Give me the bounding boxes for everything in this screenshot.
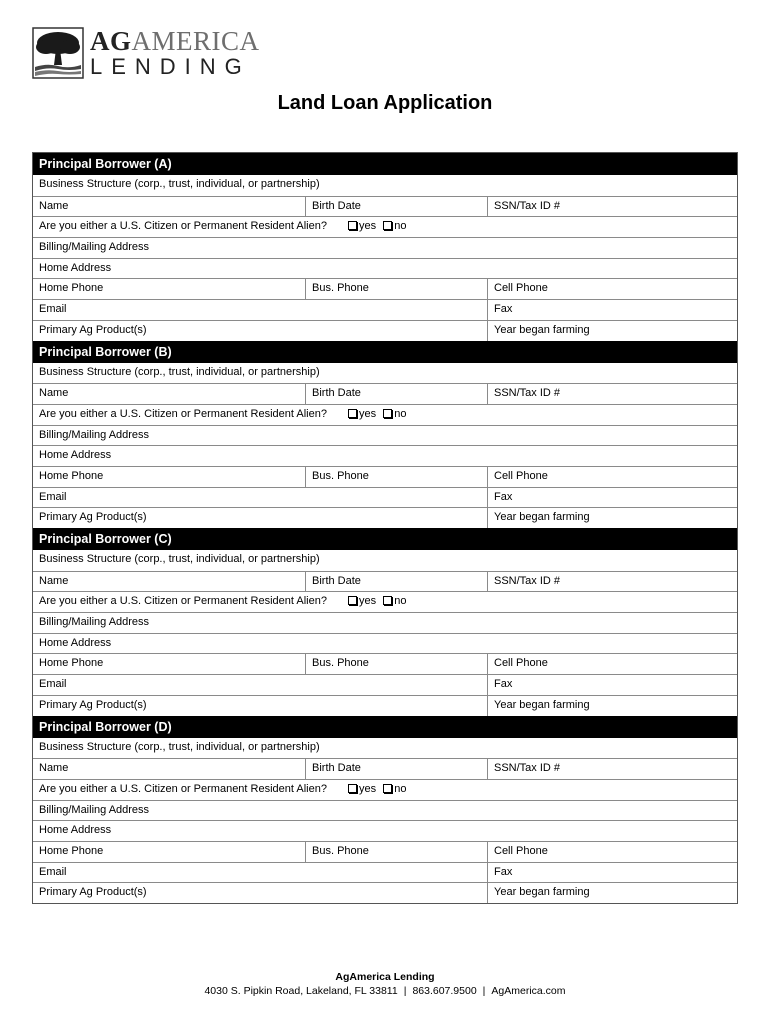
ssn-field[interactable]: SSN/Tax ID # [487,384,737,404]
citizen-options [348,595,410,607]
home-address-field[interactable]: Home Address [39,261,112,274]
name-field[interactable]: Name [39,762,69,775]
citizen-question-label: Are you either a U.S. Citizen or Permanent Resident Alien? [39,595,327,608]
form-row [33,507,737,528]
form-row [33,779,737,800]
form-row [33,445,737,466]
year-farming-field[interactable]: Year began farming [487,883,737,903]
yes-label: yes [359,220,377,233]
checkbox-icon[interactable] [383,409,392,418]
fax-field[interactable]: Fax [487,863,737,883]
borrower-section [33,341,737,529]
home-phone-field[interactable]: Home Phone [39,844,104,857]
form-row [33,320,737,341]
citizen-question [33,405,737,425]
business-structure-field[interactable]: Business Structure (corp., trust, individual, or partnership) [39,178,320,190]
logo-text-america: AMERICA [131,26,260,56]
yes-label: yes [359,782,377,795]
form-row [33,216,737,237]
form-row [33,612,737,633]
email-field[interactable]: Email [39,303,67,316]
form-row [33,695,737,716]
checkbox-icon[interactable] [348,784,357,793]
checkbox-icon[interactable] [383,784,392,793]
no-option[interactable] [383,408,406,420]
birth-date-field[interactable]: Birth Date [305,759,487,779]
form-row [33,571,737,592]
home-address-field[interactable]: Home Address [39,824,112,837]
bus-phone-field[interactable]: Bus. Phone [305,279,487,299]
fax-field[interactable]: Fax [487,675,737,695]
yes-label: yes [359,407,377,420]
form-row [33,196,737,217]
citizen-question [33,592,737,612]
footer-phone[interactable]: 863.607.9500 [412,985,477,997]
ssn-field[interactable]: SSN/Tax ID # [487,197,737,217]
billing-address-field[interactable]: Billing/Mailing Address [39,428,150,441]
cell-phone-field[interactable]: Cell Phone [487,842,737,862]
year-farming-field[interactable]: Year began farming [487,508,737,528]
yes-label: yes [359,595,377,608]
email-field[interactable]: Email [39,865,67,878]
ag-products-field[interactable]: Primary Ag Product(s) [39,511,147,524]
form-row [33,738,737,759]
footer-company: AgAmerica Lending [335,971,435,983]
birth-date-field[interactable]: Birth Date [305,384,487,404]
footer-address: 4030 S. Pipkin Road, Lakeland, FL 33811 [204,985,398,997]
form-row [33,550,737,571]
no-option[interactable] [383,220,406,232]
form-row [33,404,737,425]
tree-logo-icon [32,27,84,79]
business-structure-field[interactable]: Business Structure (corp., trust, individual, or partnership) [39,553,320,565]
citizen-question [33,780,737,800]
name-field[interactable]: Name [39,387,69,400]
ssn-field[interactable]: SSN/Tax ID # [487,759,737,779]
home-phone-field[interactable]: Home Phone [39,282,104,295]
agamerica-logo [32,26,260,79]
no-label: no [394,407,407,420]
yes-option[interactable] [348,220,376,232]
form-row [33,487,737,508]
section-heading: Principal Borrower (C) [33,528,737,550]
form-row [33,862,737,883]
form-row [33,278,737,299]
yes-option[interactable] [348,595,376,607]
name-field[interactable]: Name [39,574,69,587]
year-farming-field[interactable]: Year began farming [487,696,737,716]
citizen-question-label: Are you either a U.S. Citizen or Permanent Resident Alien? [39,220,327,233]
ssn-field[interactable]: SSN/Tax ID # [487,572,737,592]
birth-date-field[interactable]: Birth Date [305,197,487,217]
billing-address-field[interactable]: Billing/Mailing Address [39,616,150,629]
borrower-section [33,716,737,904]
no-label: no [394,782,407,795]
form-row [33,299,737,320]
form-row [33,800,737,821]
footer-website-link[interactable]: AgAmerica.com [491,985,566,997]
form-row [33,383,737,404]
logo-text-ag: AG [90,26,132,56]
ag-products-field[interactable]: Primary Ag Product(s) [39,886,147,899]
form-row [33,841,737,862]
checkbox-icon[interactable] [348,221,357,230]
bus-phone-field[interactable]: Bus. Phone [305,467,487,487]
form-row [33,758,737,779]
fax-field[interactable]: Fax [487,488,737,508]
footer-contact [0,984,770,998]
billing-address-field[interactable]: Billing/Mailing Address [39,241,150,254]
section-heading: Principal Borrower (A) [33,153,737,175]
section-heading: Principal Borrower (D) [33,716,737,738]
form-row [33,425,737,446]
page-footer [0,971,770,998]
form-row [33,237,737,258]
form-row [33,591,737,612]
borrower-section [33,528,737,716]
birth-date-field[interactable]: Birth Date [305,572,487,592]
checkbox-icon[interactable] [348,596,357,605]
yes-option[interactable] [348,408,376,420]
checkbox-icon[interactable] [348,409,357,418]
form-row [33,882,737,903]
form-row [33,653,737,674]
name-field[interactable]: Name [39,199,69,212]
no-label: no [394,220,407,233]
bus-phone-field[interactable]: Bus. Phone [305,842,487,862]
form-row [33,820,737,841]
business-structure-field[interactable]: Business Structure (corp., trust, individual, or partnership) [39,365,320,378]
fax-field[interactable]: Fax [487,300,737,320]
form-row [33,466,737,487]
citizen-question [33,217,737,237]
citizen-options [348,783,410,795]
citizen-options [348,220,410,232]
form-row [33,175,737,196]
citizen-question-label: Are you either a U.S. Citizen or Permanent Resident Alien? [39,407,327,420]
year-farming-field[interactable]: Year began farming [487,321,737,341]
home-phone-field[interactable]: Home Phone [39,657,104,670]
home-address-field[interactable]: Home Address [39,636,112,649]
cell-phone-field[interactable]: Cell Phone [487,654,737,674]
no-option[interactable] [383,595,406,607]
no-option[interactable] [383,783,406,795]
application-form [32,152,738,904]
citizen-question-label: Are you either a U.S. Citizen or Permanent Resident Alien? [39,782,327,795]
form-row [33,258,737,279]
ag-products-field[interactable]: Primary Ag Product(s) [39,698,147,711]
section-heading: Principal Borrower (B) [33,341,737,363]
email-field[interactable]: Email [39,490,67,503]
form-row [33,633,737,654]
logo-wordmark [90,27,260,79]
form-row [33,674,737,695]
citizen-options [348,408,410,420]
email-field[interactable]: Email [39,678,67,691]
yes-option[interactable] [348,783,376,795]
page-title: Land Loan Application [277,92,493,114]
footer-separator: | [403,985,407,997]
home-phone-field[interactable]: Home Phone [39,469,104,482]
form-row [33,363,737,384]
footer-separator: | [482,985,486,997]
billing-address-field[interactable]: Billing/Mailing Address [39,803,150,816]
business-structure-field[interactable]: Business Structure (corp., trust, individual, or partnership) [39,740,320,753]
checkbox-icon[interactable] [383,221,392,230]
no-label: no [394,595,407,608]
home-address-field[interactable]: Home Address [39,449,112,462]
borrower-section [33,153,737,341]
cell-phone-field[interactable]: Cell Phone [487,467,737,487]
ag-products-field[interactable]: Primary Ag Product(s) [39,323,147,336]
logo-text-lending: LENDING [90,54,251,79]
cell-phone-field[interactable]: Cell Phone [487,279,737,299]
checkbox-icon[interactable] [383,596,392,605]
bus-phone-field[interactable]: Bus. Phone [305,654,487,674]
